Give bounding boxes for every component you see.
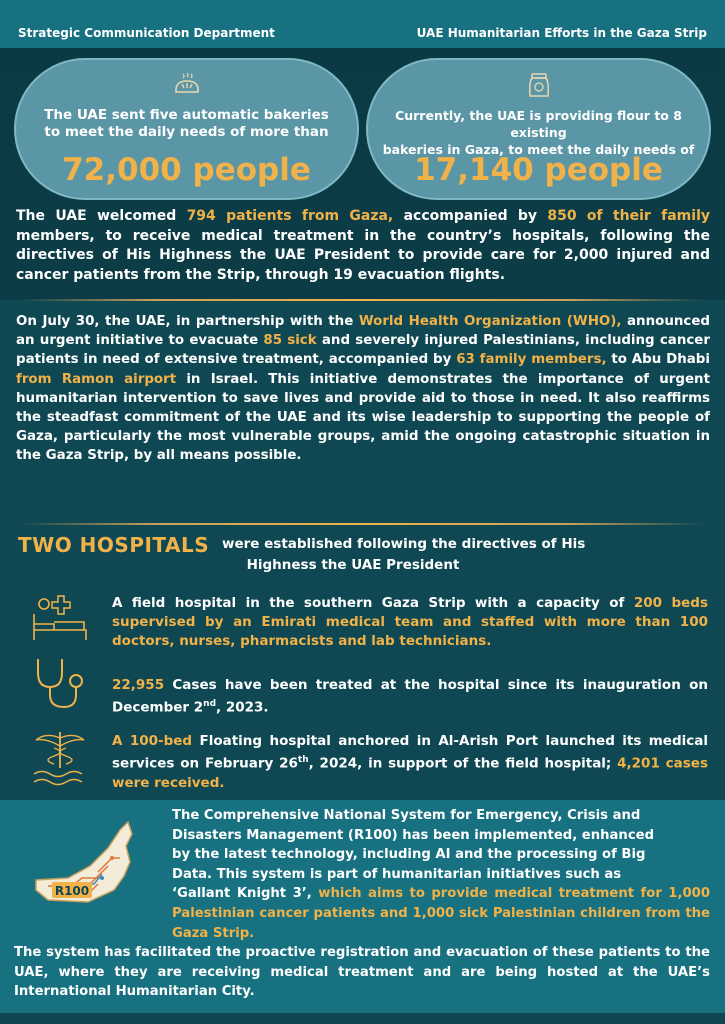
hospital-bed-icon — [30, 590, 90, 646]
flour-text: Currently, the UAE is providing flour to 8 existing bakeries in Gaza, to meet the daily needs of — [382, 108, 695, 157]
flour-card — [366, 58, 711, 200]
hospitals-heading: TWO HOSPITALS — [18, 533, 210, 557]
caduceus-waves-icon — [30, 730, 90, 786]
stethoscope-icon — [30, 655, 90, 711]
hospitals-subheading: were established following the directives of His Highness the UAE President — [222, 536, 586, 573]
page-title: UAE Humanitarian Efforts in the Gaza Strip — [416, 26, 707, 40]
flour-sack-icon — [524, 70, 554, 100]
divider — [20, 523, 705, 525]
floating-hospital-item: A 100-bed Floating hospital anchored in Al-Arish Port launched its medical services on February 26th, 2024, in support of the field hospital; 4,201 cases were received. — [112, 733, 708, 791]
bakeries-card — [14, 58, 359, 200]
who-paragraph: On July 30, the UAE, in partnership with the World Health Organization (WHO), announced an urgent initiative to evacuate 85 sick and severely injured Palestinians, including cancer patients in need of extensive treatment, accompanied by 63 family members, to Abu Dhabi from Ramon airport in Israel. This initiative demonstrates the importance of urgent humanitarian intervention to save lives and provide aid to those in need. It also reaffirms the steadfast commitment of the UAE and its wise leadership to supporting the people of Gaza, particularly the most vulnerable groups, amid the ongoing catastrophic situation in the Gaza Strip, by all means possible. — [16, 314, 710, 464]
bakeries-number: 72,000 people — [62, 152, 311, 188]
field-hospital-item: A field hospital in the southern Gaza Strip with a capacity of 200 beds supervised by an Emirati medical team and staffed with more than 100 doctors, nurses, pharmacists and lab technicians. — [112, 595, 708, 649]
bread-icon — [172, 70, 202, 100]
department-label: Strategic Communication Department — [18, 26, 275, 40]
patients-paragraph: The UAE welcomed 794 patients from Gaza, accompanied by 850 of their family members, to receive medical treatment in the country’s hospitals, following the directives of His Highness the UAE President to provide care for 2,000 injured and cancer patients from the Strip, through 19 evacuation flights. — [16, 208, 710, 283]
flour-number: 17,140 people — [414, 152, 663, 188]
cases-treated-item: 22,955 Cases have been treated at the hospital since its inauguration on December 2nd, 2023. — [112, 677, 708, 716]
r100-paragraph: The Comprehensive National System for Emergency, Crisis and Disasters Management (R100) has been implemented, enhanced by the latest technology, including AI and the processing of Big Data. This system is part of humanitarian initiatives such as ‘Gallant Knight 3’, which aims to provide medical treatment for 1,000 Palestinian cancer patients and 1,000 sick Palestinian children from the Gaza Strip. The system has facilitated the proactive registration and evacuation of these patients to the UAE, where they are receiving medical treatment and are being hosted at the UAE’s International Humanitarian City. — [14, 808, 711, 1000]
footer-strip — [0, 1013, 725, 1024]
divider — [20, 299, 705, 301]
map-label: R100 — [54, 884, 90, 898]
bakeries-text: The UAE sent five automatic bakeries to meet the daily needs of more than — [44, 107, 329, 140]
page-header — [0, 0, 725, 48]
